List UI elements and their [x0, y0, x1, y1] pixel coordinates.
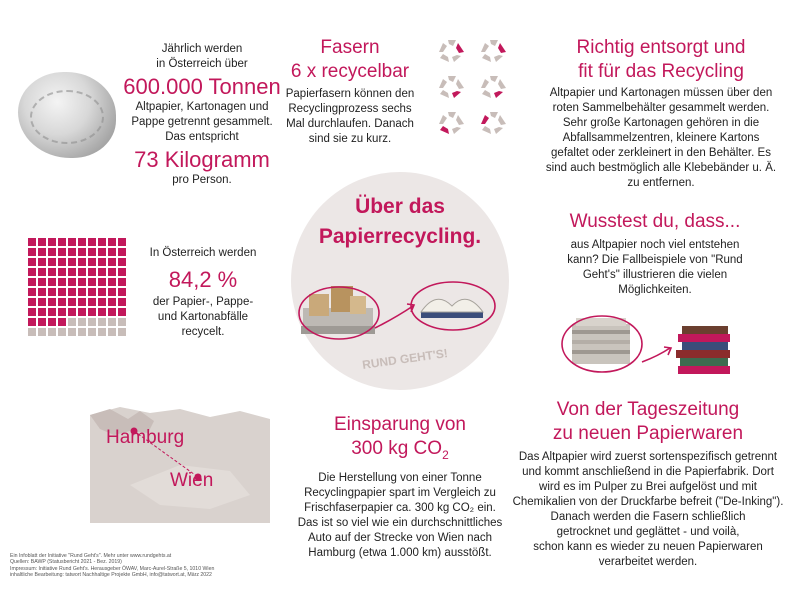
- recycle-icon: [436, 38, 468, 64]
- einsparung-text-line: Die Herstellung von einer Tonne: [318, 471, 482, 484]
- einsparung-text-line: Auto auf der Strecke von Wien nach: [307, 531, 493, 544]
- tageszeitung-text-line: Chemikalien von der Druckfarbe befreit ("De-Inking").: [512, 496, 784, 508]
- share-line: recycelt.: [181, 326, 225, 338]
- center-title: Über das: [355, 195, 445, 218]
- waffle-cell: [108, 258, 116, 266]
- waffle-cell: [58, 298, 66, 306]
- waffle-cell: [108, 298, 116, 306]
- waffle-cell: [48, 248, 56, 256]
- waffle-cell: [98, 308, 106, 316]
- waffle-cell: [38, 308, 46, 316]
- wusstest-text-line: aus Altpapier noch viel entstehen: [570, 239, 740, 251]
- waffle-cell: [28, 238, 36, 246]
- tageszeitung-section: [500, 398, 796, 570]
- richtig-title: Richtig entsorgt und: [576, 37, 746, 58]
- waffle-cell: [118, 328, 126, 336]
- waffle-cell: [88, 248, 96, 256]
- waffle-cell: [88, 298, 96, 306]
- waffle-cell: [48, 258, 56, 266]
- stats-per-person: 73 Kilogramm: [134, 147, 270, 172]
- waffle-cell: [118, 258, 126, 266]
- waffle-cell: [78, 268, 86, 276]
- waffle-cell: [68, 278, 76, 286]
- richtig-text-line: sind auch bestmöglich alle Klebebänder u. Ä.: [545, 162, 777, 174]
- waffle-cell: [98, 268, 106, 276]
- waffle-cell: [38, 328, 46, 336]
- waffle-cell: [48, 268, 56, 276]
- einsparung-section: [276, 413, 524, 561]
- waffle-cell: [58, 268, 66, 276]
- waffle-cell: [88, 268, 96, 276]
- europe-map: [90, 405, 270, 523]
- recycling-waffle-chart: [28, 238, 126, 336]
- waffle-cell: [38, 278, 46, 286]
- waffle-cell: [108, 288, 116, 296]
- waffle-cell: [68, 238, 76, 246]
- waffle-cell: [58, 318, 66, 326]
- tageszeitung-title: Von der Tageszeitung: [556, 399, 740, 420]
- waffle-cell: [28, 318, 36, 326]
- recycled-share-block: [128, 246, 278, 340]
- waffle-cell: [68, 308, 76, 316]
- waffle-cell: [38, 248, 46, 256]
- center-subtitle: Papierrecycling.: [318, 225, 482, 248]
- fasern-section: [278, 36, 422, 147]
- waffle-cell: [88, 308, 96, 316]
- waffle-cell: [78, 278, 86, 286]
- waffle-cell: [48, 318, 56, 326]
- waffle-cell: [58, 278, 66, 286]
- tageszeitung-text-line: und kommt anschließend in die Papierfabrik. Dort: [522, 466, 774, 478]
- waffle-cell: [38, 238, 46, 246]
- tageszeitung-text-line: wird es im Pulper zu Brei aufgelöst und mit: [539, 481, 757, 493]
- waffle-cell: [78, 308, 86, 316]
- footer-line: Quellen: BAWP (Statusbericht 2021 - Bez. 2019): [10, 559, 122, 566]
- waffle-cell: [98, 288, 106, 296]
- waffle-cell: [68, 248, 76, 256]
- waffle-cell: [118, 268, 126, 276]
- waffle-cell: [38, 318, 46, 326]
- waffle-cell: [78, 248, 86, 256]
- waffle-cell: [98, 278, 106, 286]
- einsparung-title: Einsparung von: [333, 414, 467, 435]
- crumpled-paper-image: [18, 72, 116, 158]
- waffle-cell: [28, 298, 36, 306]
- waffle-cell: [78, 258, 86, 266]
- recycle-icon: [436, 110, 468, 136]
- waffle-cell: [28, 328, 36, 336]
- fasern-subtitle: 6 x recycelbar: [290, 61, 410, 82]
- tageszeitung-subtitle: zu neuen Papierwaren: [552, 423, 744, 444]
- newspaper-to-books-illustration: [558, 312, 738, 392]
- slogan: RUND GEHT'S!: [361, 346, 449, 372]
- waffle-cell: [48, 328, 56, 336]
- co2-subscript: 2: [442, 447, 449, 462]
- stats-line: pro Person.: [172, 174, 232, 186]
- richtig-text-line: roten Sammelbehälter gesammelt werden.: [552, 102, 770, 114]
- waffle-cell: [58, 288, 66, 296]
- richtig-subtitle: fit für das Recycling: [578, 61, 744, 82]
- einsparung-text-line: Frischfaserpapier ca. 300 kg CO₂ ein.: [304, 501, 496, 514]
- waffle-cell: [68, 318, 76, 326]
- waffle-cell: [98, 258, 106, 266]
- wusstest-text-line: kann? Die Fallbeispiele von "Rund: [567, 254, 743, 266]
- waffle-cell: [68, 268, 76, 276]
- waffle-cell: [88, 318, 96, 326]
- waffle-cell: [108, 248, 116, 256]
- waffle-cell: [78, 318, 86, 326]
- waffle-cell: [78, 298, 86, 306]
- stats-block: [118, 42, 286, 188]
- waffle-cell: [58, 328, 66, 336]
- waffle-cell: [58, 258, 66, 266]
- share-percent: 84,2 %: [168, 267, 238, 292]
- waffle-cell: [118, 248, 126, 256]
- footer-line: inhaltliche Bearbeitung: tatwort Nachhaltige Projekte GmbH, info@tatwort.at, März 2022: [10, 572, 212, 579]
- waffle-cell: [88, 278, 96, 286]
- waffle-cell: [88, 288, 96, 296]
- recycle-icon: [478, 74, 510, 100]
- waffle-cell: [58, 308, 66, 316]
- richtig-text-line: zu entfernen.: [627, 177, 695, 189]
- waffle-cell: [88, 328, 96, 336]
- richtig-text-line: Sehr große Kartonagen gehören in die: [562, 117, 760, 129]
- waffle-cell: [38, 258, 46, 266]
- waffle-cell: [28, 258, 36, 266]
- waffle-cell: [68, 258, 76, 266]
- waffle-cell: [68, 288, 76, 296]
- waffle-cell: [28, 288, 36, 296]
- einsparung-text-line: Das ist so viel wie ein durchschnittliches: [297, 516, 503, 529]
- waffle-cell: [38, 288, 46, 296]
- waffle-cell: [98, 238, 106, 246]
- recycling-icons-grid: [436, 38, 520, 136]
- fasern-text-line: Recyclingprozess sechs: [288, 103, 412, 115]
- waffle-cell: [98, 318, 106, 326]
- richtig-section: [530, 36, 792, 191]
- tageszeitung-text-line: verarbeitet werden.: [598, 556, 698, 568]
- waffle-cell: [48, 238, 56, 246]
- stats-line: in Österreich über: [156, 58, 248, 70]
- waffle-cell: [58, 238, 66, 246]
- share-line: der Papier-, Pappe-: [152, 296, 254, 308]
- fasern-text-line: Mal durchlaufen. Danach: [286, 118, 414, 130]
- waffle-cell: [118, 288, 126, 296]
- waffle-cell: [28, 268, 36, 276]
- waffle-cell: [108, 268, 116, 276]
- waffle-cell: [78, 238, 86, 246]
- waffle-cell: [48, 298, 56, 306]
- waffle-cell: [108, 318, 116, 326]
- waffle-cell: [68, 298, 76, 306]
- tageszeitung-text-line: getrocknet und geglättet - und voilà,: [556, 526, 740, 538]
- waffle-cell: [88, 238, 96, 246]
- waffle-cell: [48, 308, 56, 316]
- wusstest-title: Wusstest du, dass...: [569, 211, 741, 232]
- tageszeitung-text-line: schon kann es wieder zu neuen Papierwaren: [533, 541, 763, 553]
- richtig-text-line: gefaltet oder zerkleinert in den Behälter. Es: [551, 147, 771, 159]
- waffle-cell: [28, 248, 36, 256]
- waffle-cell: [38, 298, 46, 306]
- recycle-icon: [478, 110, 510, 136]
- waffle-cell: [78, 288, 86, 296]
- einsparung-text-line: Hamburg (etwa 1.000 km) ausstößt.: [308, 546, 492, 559]
- einsparung-subtitle: [276, 437, 524, 467]
- waffle-cell: [68, 328, 76, 336]
- waffle-cell: [118, 308, 126, 316]
- map-label-wien: Wien: [170, 470, 214, 491]
- stats-line: Jährlich werden: [161, 43, 243, 55]
- fasern-title: Fasern: [320, 37, 380, 58]
- waffle-cell: [28, 278, 36, 286]
- footer-line: Impressum: Initiative Rund Geht's. Herausgeber ÖWAV, Marc-Aurel-Straße 5, 1010 Wien: [10, 565, 215, 572]
- waffle-cell: [98, 298, 106, 306]
- waffle-cell: [108, 308, 116, 316]
- stats-line: Das entspricht: [165, 131, 239, 143]
- waffle-cell: [78, 328, 86, 336]
- waffle-cell: [118, 238, 126, 246]
- waffle-cell: [58, 248, 66, 256]
- wusstest-text-line: Möglichkeiten.: [618, 284, 692, 296]
- fasern-text-line: Papierfasern können den: [285, 88, 415, 100]
- stats-amount: 600.000 Tonnen: [123, 74, 281, 99]
- waffle-cell: [108, 238, 116, 246]
- einsparung-amount: 300 kg CO: [351, 438, 443, 459]
- footer-line: Ein Infoblatt der Initiative "Rund Geht's". Mehr unter www.rundgehts.at: [10, 553, 172, 559]
- wusstest-section: [540, 210, 770, 298]
- richtig-text-line: Altpapier und Kartonagen müssen über den: [549, 87, 773, 99]
- footer: [10, 553, 300, 579]
- waffle-cell: [108, 278, 116, 286]
- einsparung-text-line: Recyclingpapier spart im Vergleich zu: [304, 486, 496, 499]
- share-line: und Kartonabfälle: [157, 311, 249, 323]
- map-label-hamburg: Hamburg: [106, 427, 185, 448]
- waffle-cell: [88, 258, 96, 266]
- waffle-cell: [108, 328, 116, 336]
- recycle-icon: [436, 74, 468, 100]
- waffle-cell: [118, 278, 126, 286]
- share-line: In Österreich werden: [149, 247, 257, 259]
- fasern-text-line: sind sie zu kurz.: [308, 133, 392, 145]
- richtig-text-line: Abfallsammelzentren, kleinere Kartons: [562, 132, 760, 144]
- center-title-block: [291, 192, 509, 252]
- waffle-cell: [48, 288, 56, 296]
- waffle-cell: [98, 248, 106, 256]
- waffle-cell: [98, 328, 106, 336]
- tageszeitung-text-line: Das Altpapier wird zuerst sortenspezifisch getrennt: [518, 451, 778, 463]
- waffle-cell: [28, 308, 36, 316]
- stats-line: Altpapier, Kartonagen und: [135, 101, 269, 113]
- recycle-icon: [478, 38, 510, 64]
- waffle-cell: [48, 278, 56, 286]
- tageszeitung-text-line: Danach werden die Fasern schließlich: [550, 511, 746, 523]
- stats-line: Pappe getrennt gesammelt.: [131, 116, 273, 128]
- waffle-cell: [118, 318, 126, 326]
- wusstest-text-line: Geht's" illustrieren die vielen: [582, 269, 728, 281]
- waffle-cell: [38, 268, 46, 276]
- waffle-cell: [118, 298, 126, 306]
